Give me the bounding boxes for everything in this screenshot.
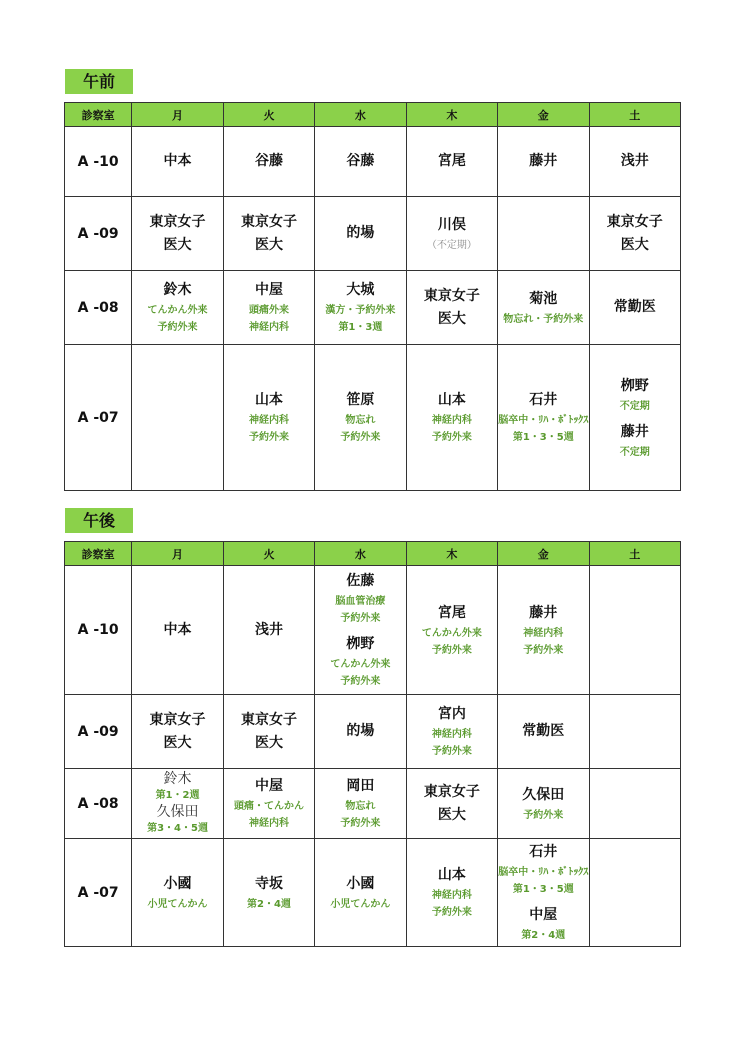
- schedule-cell-mon: [132, 839, 223, 947]
- header-room: 診察室: [65, 103, 132, 127]
- doctor-name: 山本: [437, 392, 466, 408]
- schedule-cell-thu: [406, 197, 497, 271]
- schedule-cell-sat: [589, 566, 681, 695]
- room-cell: A -07: [65, 839, 132, 947]
- schedule-cell-wed: [315, 345, 406, 491]
- header-row: [65, 103, 681, 127]
- room-cell: A -08: [65, 769, 132, 839]
- doctor-name: 浅井: [620, 153, 649, 169]
- schedule-note: 神経内科: [431, 729, 472, 740]
- schedule-note: 第2・4週: [521, 930, 566, 941]
- schedule-cell-mon: [132, 127, 223, 197]
- schedule-note: 脳血管治療: [335, 596, 386, 607]
- doctor-name: 寺坂: [254, 875, 283, 892]
- schedule-cell-fri: [498, 345, 589, 491]
- morning-schedule-table: [64, 102, 681, 491]
- schedule-cell-tue: [223, 271, 314, 345]
- table-row: [65, 345, 681, 491]
- doctor-name: 山本: [254, 392, 283, 408]
- schedule-cell-tue: [223, 197, 314, 271]
- schedule-note: 予約外来: [523, 809, 564, 821]
- doctor-name: 医大: [620, 236, 649, 253]
- doctor-name: 浅井: [254, 621, 283, 638]
- doctor-name: 医大: [163, 734, 192, 751]
- schedule-cell-wed: [315, 769, 406, 839]
- doctor-name: 的場: [346, 723, 375, 739]
- schedule-cell-wed: [315, 271, 406, 345]
- schedule-note: 神経内科: [431, 890, 472, 901]
- doctor-name: 医大: [437, 806, 466, 823]
- doctor-name: 東京女子: [606, 213, 663, 230]
- doctor-name: 中屋: [529, 907, 558, 923]
- schedule-note: 不定期: [619, 400, 650, 412]
- doctor-name: 栁野: [346, 636, 375, 652]
- doctor-name: 石井: [529, 392, 558, 408]
- schedule-note: 予約外来: [431, 746, 472, 757]
- schedule-note: 予約外来: [431, 907, 472, 918]
- schedule-cell-thu: [406, 839, 497, 947]
- schedule-cell-sat: [589, 695, 681, 769]
- schedule-cell-mon: [132, 769, 223, 839]
- schedule-cell-tue: [223, 345, 314, 491]
- doctor-name: 東京女子: [149, 711, 206, 728]
- header-wed: 水: [315, 103, 406, 127]
- header-wed: 水: [315, 542, 406, 566]
- doctor-name: 藤井: [620, 423, 649, 440]
- doctor-name: 小國: [163, 875, 192, 892]
- morning-section-label: 午前: [65, 69, 133, 94]
- schedule-cell-sat: [589, 127, 681, 197]
- schedule-note: 脳卒中・ﾘﾊ・ﾎﾞﾄｯｸｽ: [498, 415, 589, 426]
- schedule-cell-tue: [223, 127, 314, 197]
- header-mon: 月: [132, 103, 223, 127]
- doctor-name: 東京女子: [240, 711, 297, 728]
- schedule-cell-wed: [315, 566, 406, 695]
- doctor-name: 小國: [346, 875, 375, 892]
- schedule-cell-mon: [132, 197, 223, 271]
- doctor-name: 宮尾: [437, 604, 466, 621]
- header-sat: 土: [589, 542, 681, 566]
- doctor-name: 菊池: [529, 290, 558, 307]
- schedule-note: 神経内科: [431, 415, 472, 426]
- schedule-note: 予約外来: [157, 322, 198, 333]
- table-row: [65, 197, 681, 271]
- schedule-note: 第1・3・5週: [512, 432, 574, 443]
- room-cell: A -07: [65, 345, 132, 491]
- schedule-cell-wed: [315, 695, 406, 769]
- schedule-cell-wed: [315, 197, 406, 271]
- schedule-note: 予約外来: [340, 613, 381, 624]
- schedule-note: 予約外来: [340, 818, 381, 829]
- doctor-name: 東京女子: [423, 287, 480, 304]
- schedule-cell-fri: [498, 769, 589, 839]
- doctor-name: 川俣: [437, 216, 466, 233]
- schedule-cell-thu: [406, 566, 497, 695]
- schedule-note: 神経内科: [248, 415, 289, 426]
- doctor-name: 山本: [437, 867, 466, 883]
- doctor-name: 医大: [254, 236, 283, 253]
- schedule-cell-fri: [498, 839, 589, 947]
- schedule-note: 予約外来: [523, 644, 564, 656]
- schedule-note: てんかん外来: [330, 659, 391, 670]
- doctor-name: 常勤医: [522, 723, 565, 739]
- doctor-name: 大城: [346, 282, 375, 298]
- doctor-name: 谷藤: [254, 153, 283, 169]
- schedule-note: 小児てんかん: [147, 898, 208, 910]
- schedule-cell-sat: [589, 197, 681, 271]
- doctor-name: 中屋: [254, 282, 283, 298]
- schedule-note: 第3・4・5週: [147, 822, 208, 834]
- doctor-name: 宮尾: [437, 153, 466, 169]
- schedule-note: 予約外来: [431, 432, 472, 443]
- schedule-cell-mon: [132, 271, 223, 345]
- doctor-name: 鈴木: [163, 282, 192, 298]
- schedule-note: 予約外来: [340, 676, 381, 687]
- schedule-cell-thu: [406, 769, 497, 839]
- header-mon: 月: [132, 542, 223, 566]
- schedule-note: 第1・3週: [338, 322, 383, 333]
- schedule-note: 小児てんかん: [330, 898, 391, 910]
- doctor-name: 中屋: [254, 778, 283, 794]
- header-thu: 木: [406, 103, 497, 127]
- doctor-name: 谷藤: [346, 153, 375, 169]
- table-row: [65, 695, 681, 769]
- schedule-cell-thu: [406, 271, 497, 345]
- schedule-note: 頭痛外来: [248, 305, 289, 316]
- schedule-cell-thu: [406, 695, 497, 769]
- schedule-note: 漢方・予約外来: [325, 305, 396, 316]
- schedule-cell-fri: [498, 271, 589, 345]
- table-row: [65, 127, 681, 197]
- schedule-note: 神経内科: [248, 322, 289, 333]
- schedule-cell-thu: [406, 345, 497, 491]
- room-cell: A -10: [65, 127, 132, 197]
- doctor-name: 東京女子: [423, 783, 480, 800]
- schedule-cell-sat: [589, 769, 681, 839]
- schedule-cell-fri: [498, 695, 589, 769]
- schedule-note: 物忘れ: [345, 415, 376, 426]
- schedule-note: 第1・2週: [155, 789, 200, 801]
- doctor-name: 久保田: [522, 786, 565, 803]
- doctor-name: 久保田: [156, 803, 199, 820]
- schedule-note: 脳卒中・ﾘﾊ・ﾎﾞﾄｯｸｽ: [498, 867, 589, 878]
- doctor-name: 医大: [163, 236, 192, 253]
- schedule-note: 第2・4週: [247, 898, 291, 910]
- schedule-note: 神経内科: [248, 818, 289, 829]
- schedule-cell-tue: [223, 566, 314, 695]
- schedule-cell-fri: [498, 197, 589, 271]
- schedule-note: 予約外来: [248, 432, 289, 443]
- schedule-cell-tue: [223, 695, 314, 769]
- schedule-cell-sat: [589, 345, 681, 491]
- doctor-name: 岡田: [346, 778, 375, 794]
- doctor-name: 鈴木: [163, 770, 192, 787]
- schedule-note: 第1・3・5週: [512, 884, 574, 895]
- schedule-cell-fri: [498, 566, 589, 695]
- room-cell: A -10: [65, 566, 132, 695]
- doctor-name: 石井: [529, 844, 558, 860]
- doctor-name: 医大: [437, 310, 466, 327]
- room-cell: A -09: [65, 695, 132, 769]
- doctor-name: 栁野: [620, 377, 649, 394]
- room-cell: A -08: [65, 271, 132, 345]
- header-row: [65, 542, 681, 566]
- doctor-name: 笹原: [346, 392, 375, 408]
- doctor-name: 医大: [254, 734, 283, 751]
- schedule-cell-thu: [406, 127, 497, 197]
- header-room: 診察室: [65, 542, 132, 566]
- header-tue: 火: [223, 103, 314, 127]
- header-thu: 木: [406, 542, 497, 566]
- schedule-cell-tue: [223, 769, 314, 839]
- doctor-name: 的場: [346, 225, 375, 241]
- header-fri: 金: [498, 103, 589, 127]
- doctor-name: 佐藤: [346, 573, 375, 589]
- schedule-note: 予約外来: [340, 432, 381, 443]
- schedule-note: てんかん外来: [147, 305, 208, 316]
- schedule-note: 物忘れ: [345, 801, 376, 812]
- schedule-cell-tue: [223, 839, 314, 947]
- table-row: [65, 769, 681, 839]
- doctor-name: 常勤医: [613, 299, 656, 315]
- afternoon-section-label: 午後: [65, 508, 133, 533]
- header-sat: 土: [589, 103, 681, 127]
- schedule-cell-wed: [315, 839, 406, 947]
- header-fri: 金: [498, 542, 589, 566]
- schedule-cell-fri: [498, 127, 589, 197]
- schedule-note: （不定期）: [426, 239, 477, 251]
- schedule-cell-wed: [315, 127, 406, 197]
- doctor-name: 藤井: [529, 604, 558, 621]
- schedule-cell-sat: [589, 271, 681, 345]
- table-row: [65, 271, 681, 345]
- doctor-name: 藤井: [529, 153, 558, 169]
- room-cell: A -09: [65, 197, 132, 271]
- doctor-name: 中本: [163, 153, 192, 169]
- schedule-cell-mon: [132, 695, 223, 769]
- doctor-name: 宮内: [437, 706, 466, 722]
- table-row: [65, 839, 681, 947]
- schedule-cell-mon: [132, 345, 223, 491]
- schedule-cell-mon: [132, 566, 223, 695]
- schedule-note: 不定期: [619, 446, 650, 458]
- schedule-note: 頭痛・てんかん: [233, 801, 304, 812]
- doctor-name: 東京女子: [149, 213, 206, 230]
- doctor-name: 中本: [163, 621, 192, 638]
- schedule-note: 予約外来: [431, 644, 472, 656]
- doctor-name: 東京女子: [240, 213, 297, 230]
- afternoon-schedule-table: [64, 541, 681, 947]
- schedule-note: 神経内科: [523, 627, 564, 639]
- schedule-note: 物忘れ・予約外来: [503, 313, 584, 325]
- header-tue: 火: [223, 542, 314, 566]
- schedule-note: てんかん外来: [421, 627, 482, 639]
- schedule-cell-sat: [589, 839, 681, 947]
- table-row: [65, 566, 681, 695]
